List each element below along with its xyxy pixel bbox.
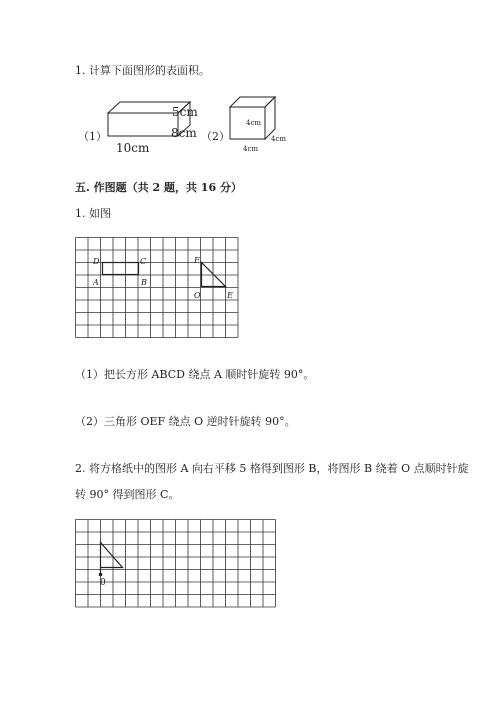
grid-1 (75, 237, 241, 340)
point-a-label: A (93, 278, 99, 287)
cuboid-front-face (108, 113, 178, 136)
figure-2-label: （2） (201, 130, 230, 143)
point-b-label: B (141, 278, 147, 287)
question-2-line-2: 转 90° 得到图形 C。 (75, 488, 180, 501)
cube-front-label: 4cm (246, 119, 262, 127)
point-d-label: D (93, 257, 100, 266)
cuboid-height-label: 5cm (172, 105, 198, 119)
point-o-label: 0 (100, 578, 106, 588)
grid-2 (75, 519, 277, 613)
cuboid-length-label: 10cm (116, 141, 150, 155)
cube-bottom-label: 4cm (243, 145, 259, 153)
point-o-marker (99, 573, 103, 577)
question-1-title: 1. 如图 (75, 207, 111, 220)
cube-top-face (230, 97, 275, 107)
question-2-line-1: 2. 将方格纸中的图形 A 向右平移 5 格得到图形 B，将图形 B 绕着 O 点顺时针旋 (75, 462, 469, 475)
point-c-label: C (140, 257, 147, 266)
cuboid-width-label: 8cm (171, 126, 197, 140)
question-1-prompt: 1. 计算下面图形的表面积。 (75, 64, 210, 77)
task-2-text: （2）三角形 OEF 绕点 O 逆时针旋转 90°。 (75, 415, 296, 428)
point-e-label: E (227, 291, 233, 300)
shape-a-triangle (101, 543, 123, 568)
section-5-heading: 五. 作图题（共 2 题，共 16 分） (75, 181, 242, 194)
point-o-label: O (194, 291, 201, 300)
triangle-oef (202, 263, 226, 287)
task-1-text: （1）把长方形 ABCD 绕点 A 顺时针旋转 90°。 (75, 368, 315, 381)
cube-side-label: 4cm (271, 135, 287, 143)
rectangle-abcd (103, 263, 139, 275)
point-f-label: F (194, 256, 200, 265)
cube-side-face (265, 97, 275, 139)
figure-1-label: （1） (78, 130, 107, 143)
